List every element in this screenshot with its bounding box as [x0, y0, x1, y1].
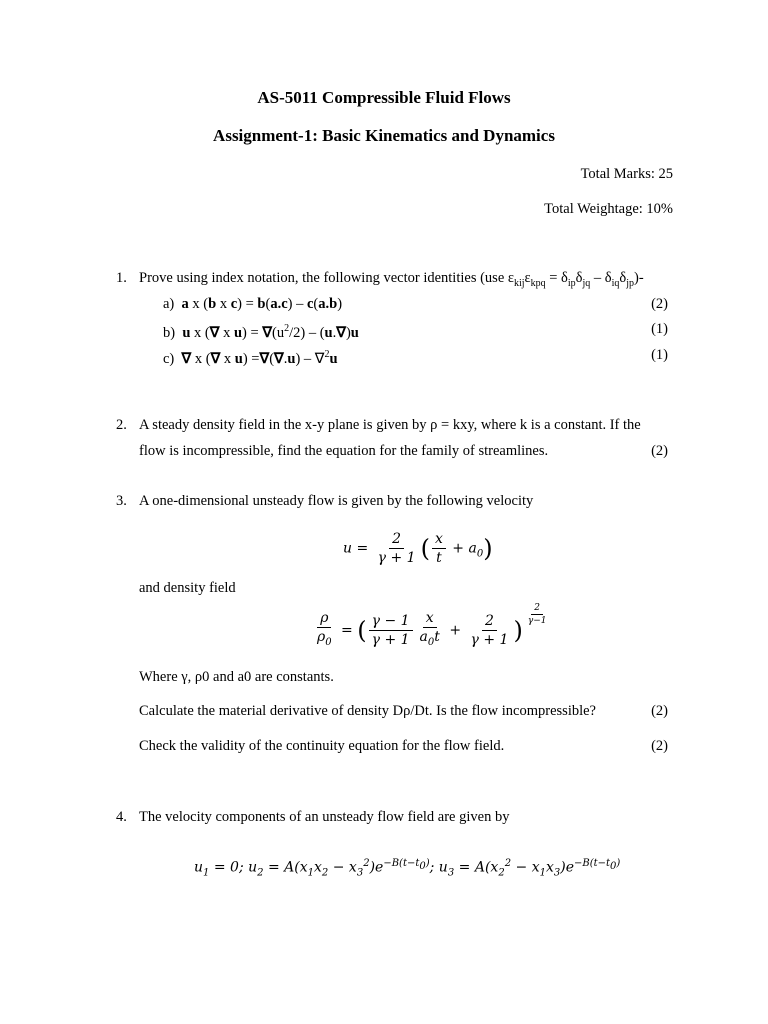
q1-item-a-label: a) [163, 296, 175, 312]
q1-item-a: a) a x (b x c) = b(a.c) – c(a.b) [163, 296, 343, 312]
q4-intro: The velocity components of an unsteady flow field are given by [139, 809, 510, 825]
q1-item-c-label: c) [163, 350, 175, 367]
q3-part1: Calculate the material derivative of density Dρ/Dt. Is the flow incompressible? [139, 703, 596, 719]
q3-number: 3. [116, 493, 127, 509]
q3-part2-marks: (2) [651, 738, 668, 754]
q1-number: 1. [116, 270, 127, 286]
q1-item-a-marks: (2) [651, 296, 668, 312]
q1-item-b-label: b) [163, 324, 176, 341]
course-title: AS-5011 Compressible Fluid Flows [257, 88, 511, 107]
q1-prompt-text: Prove using index notation, the following vector identities (use ε [139, 270, 514, 286]
q1-prompt-tail: )- [634, 270, 644, 286]
total-weightage: Total Weightage: 10% [544, 201, 673, 217]
q3-part1-marks: (2) [651, 703, 668, 719]
q1-prompt: Prove using index notation, the following vector identities (use $\varepsilon_{kij}\varepsilon_{kpq} = \delta_{ip}\delta_{jq} - \delta_{iq}\delta_{jp})-$ [139, 270, 644, 289]
q1-item-c: c) ∇ x (∇ x u) =∇(∇.u) – ∇$^2$u [163, 349, 338, 367]
q2-line2: flow is incompressible, find the equation for the family of streamlines. [139, 443, 549, 459]
velocity-components-equation: $u_1 = 0$; $u_2 = A(x_1x_2 - x_3^2)e^{-B(t-t_0)}$; $u_3 = A(x_2^2 - x_1x_3)e^{-B(t-t_0)}$ [194, 858, 621, 879]
q1-item-b-marks: (1) [651, 321, 668, 337]
q1-item-c-marks: (1) [651, 347, 668, 363]
assignment-title: Assignment-1: Basic Kinematics and Dynamics [213, 126, 555, 145]
q2-marks: (2) [651, 443, 668, 459]
q3-part2: Check the validity of the continuity equation for the flow field. [139, 738, 505, 754]
q3-intro: A one-dimensional unsteady flow is given by the following velocity [139, 493, 534, 509]
q4-number: 4. [116, 809, 127, 825]
total-marks: Total Marks: 25 [580, 166, 673, 182]
q3-density-intro: and density field [139, 580, 236, 596]
q2-number: 2. [116, 417, 127, 433]
q2-line1: A steady density field in the x-y plane is given by ρ = kxy, where k is a constant. If the [139, 417, 641, 433]
velocity-equation: u = $\frac{2}{\gamma + 1}$ ( $\frac{x}{t}$ + $a_0$) [343, 531, 493, 566]
q1-item-b: b) u x (∇ x $u) = \nabla(u^2/2) - (u.\nabla)u$ [163, 323, 359, 341]
density-equation: $\frac{\rho}{\rho_0}$ = ( $\frac{\gamma - 1}{\gamma + 1}$ $\frac{x}{a_0t}$ + $\frac{2}{\gamma + 1}$ ) $^{\frac{2}{\gamma-1}}$ [317, 602, 547, 648]
q3-where: Where γ, ρ0 and a0 are constants. [139, 669, 334, 685]
